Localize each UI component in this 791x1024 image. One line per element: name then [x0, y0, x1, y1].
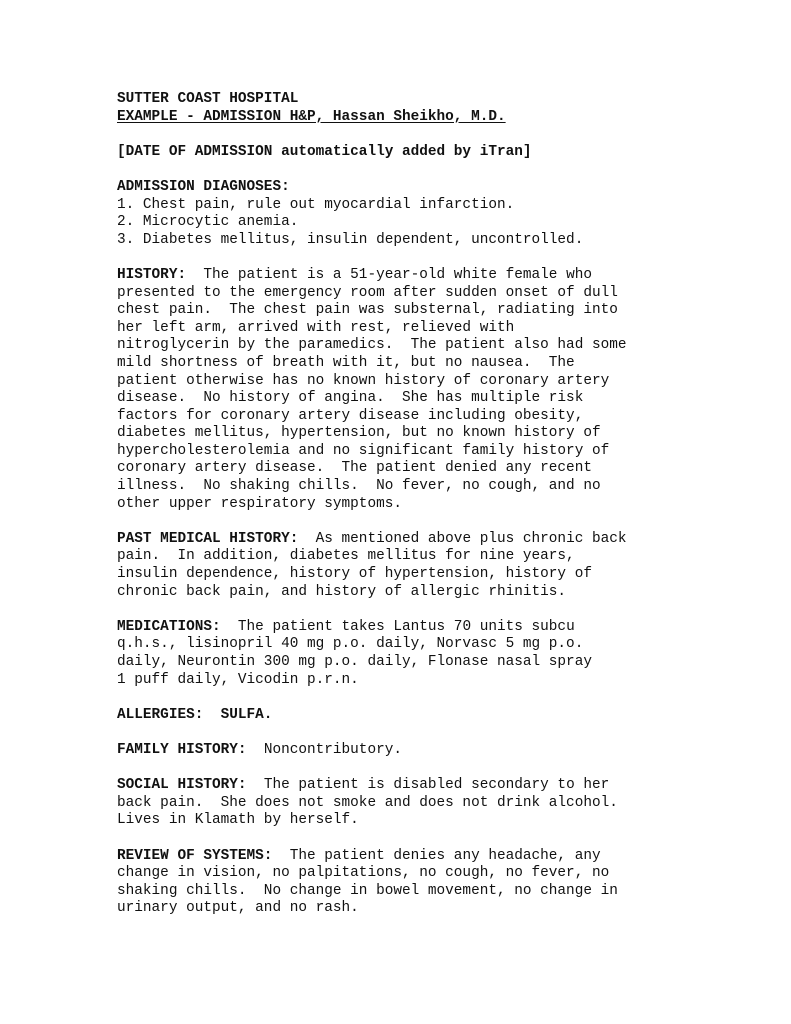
- history-text-line: illness. No shaking chills. No fever, no cough, and no: [117, 478, 601, 495]
- diagnosis-item: 1. Chest pain, rule out myocardial infarction.: [117, 196, 515, 213]
- allergies-heading: ALLERGIES:: [117, 706, 204, 723]
- date-of-admission-note: [DATE OF ADMISSION automatically added by iTran]: [117, 143, 532, 160]
- past-medical-history-section: [117, 531, 757, 601]
- history-text-line: mild shortness of breath with it, but no nausea. The: [117, 354, 575, 371]
- pmh-text-line: chronic back pain, and history of allergic rhinitis.: [117, 583, 567, 600]
- admission-diagnoses-section: [117, 179, 757, 249]
- review-of-systems-heading: REVIEW OF SYSTEMS:: [117, 847, 273, 864]
- history-text-line: factors for coronary artery disease including obesity,: [117, 407, 584, 424]
- history-text-line: her left arm, arrived with rest, relieved with: [117, 319, 515, 336]
- pmh-text-line: insulin dependence, history of hypertension, history of: [117, 566, 592, 583]
- history-text-line: hypercholesterolemia and no significant family history of: [117, 442, 610, 459]
- medications-text-line: q.h.s., lisinopril 40 mg p.o. daily, Norvasc 5 mg p.o.: [117, 636, 584, 653]
- past-medical-history-heading: PAST MEDICAL HISTORY:: [117, 530, 299, 547]
- ros-text-line: The patient denies any headache, any: [272, 847, 601, 864]
- social-history-text-line: The patient is disabled secondary to her: [246, 777, 610, 794]
- social-history-text-line: back pain. She does not smoke and does not drink alcohol.: [117, 794, 618, 811]
- history-text-line: coronary artery disease. The patient denied any recent: [117, 460, 592, 477]
- ros-text-line: change in vision, no palpitations, no cough, no fever, no: [117, 865, 610, 882]
- allergies-section: [117, 707, 757, 725]
- history-text-line: chest pain. The chest pain was substernal, radiating into: [117, 302, 618, 319]
- allergies-value: SULFA.: [203, 706, 273, 723]
- history-heading: HISTORY:: [117, 266, 187, 283]
- history-text-line: presented to the emergency room after sudden onset of dull: [117, 284, 618, 301]
- diagnosis-item: 2. Microcytic anemia.: [117, 214, 299, 231]
- hospital-name: SUTTER COAST HOSPITAL: [117, 91, 299, 107]
- social-history-heading: SOCIAL HISTORY:: [117, 777, 247, 794]
- pmh-text-line: pain. In addition, diabetes mellitus for nine years,: [117, 548, 575, 565]
- history-text-line: disease. No history of angina. She has multiple risk: [117, 390, 584, 407]
- history-text-line: diabetes mellitus, hypertension, but no known history of: [117, 425, 601, 442]
- social-history-text-line: Lives in Klamath by herself.: [117, 812, 359, 829]
- family-history-section: [117, 742, 757, 760]
- history-text-line: The patient is a 51-year-old white female who: [186, 266, 592, 283]
- ros-text-line: shaking chills. No change in bowel movement, no change in: [117, 882, 618, 899]
- medications-text-line: The patient takes Lantus 70 units subcu: [220, 618, 575, 635]
- family-history-heading: FAMILY HISTORY:: [117, 741, 247, 758]
- document-page: [117, 91, 757, 918]
- history-text-line: patient otherwise has no known history of coronary artery: [117, 372, 610, 389]
- pmh-text-line: As mentioned above plus chronic back: [298, 530, 627, 547]
- family-history-value: Noncontributory.: [246, 741, 402, 758]
- ros-text-line: urinary output, and no rash.: [117, 900, 359, 917]
- document-title: EXAMPLE - ADMISSION H&P, Hassan Sheikho, M.D.: [117, 108, 506, 125]
- medications-section: [117, 619, 757, 689]
- medications-text-line: 1 puff daily, Vicodin p.r.n.: [117, 671, 359, 688]
- medications-heading: MEDICATIONS:: [117, 618, 221, 635]
- history-text-line: nitroglycerin by the paramedics. The patient also had some: [117, 337, 627, 354]
- diagnosis-item: 3. Diabetes mellitus, insulin dependent, uncontrolled.: [117, 231, 584, 248]
- history-text-line: other upper respiratory symptoms.: [117, 495, 402, 512]
- medications-text-line: daily, Neurontin 300 mg p.o. daily, Flonase nasal spray: [117, 654, 592, 670]
- history-section: [117, 267, 757, 513]
- social-history-section: [117, 777, 757, 830]
- review-of-systems-section: [117, 848, 757, 918]
- admission-diagnoses-heading: ADMISSION DIAGNOSES:: [117, 178, 290, 195]
